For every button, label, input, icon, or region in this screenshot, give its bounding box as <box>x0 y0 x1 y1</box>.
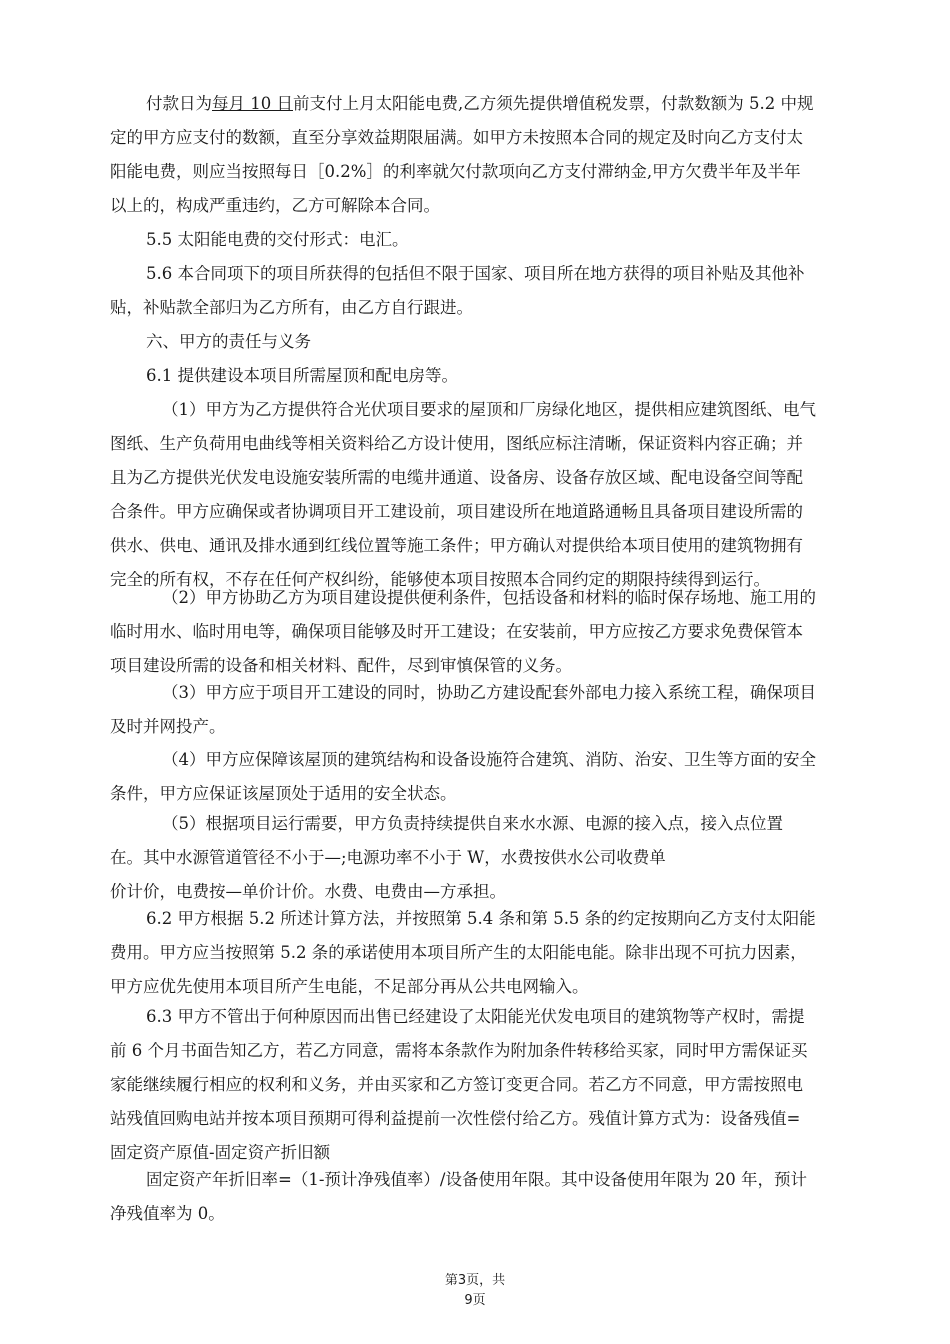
text-line: 项目建设所需的设备和相关材料、配件，尽到审慎保管的义务。 <box>110 656 572 675</box>
text-line: 贴，补贴款全部归为乙方所有，由乙方自行跟进。 <box>110 298 473 317</box>
text-line: 且为乙方提供光伏发电设施安装所需的电缆井通道、设备房、设备存放区域、配电设备空间等配 <box>110 468 803 487</box>
item-5 <box>110 807 845 909</box>
text-line: 阳能电费，则应当按照每日［0.2%］的利率就欠付款项向乙方支付滞纳金,甲方欠费半年及半年 <box>110 162 801 181</box>
text-line: 固定资产原值-固定资产折旧额 <box>110 1143 331 1162</box>
text-line: 定的甲方应支付的数额，直至分享效益期限届满。如甲方未按照本合同的规定及时向乙方支付太 <box>110 128 803 147</box>
text-line: 费用。甲方应当按照第 5.2 条的承诺使用本项目所产生的太阳能电能。除非出现不可抗力因素， <box>110 943 807 962</box>
page-number-line1: 第3页，共 <box>444 1273 506 1288</box>
page-footer <box>0 1271 950 1311</box>
text-line: 在。其中水源管道管径不小于—;电源功率不小于 W，水费按供水公司收费单 <box>110 848 666 867</box>
clause-5-6 <box>110 257 845 325</box>
text-line: 净残值率为 0。 <box>110 1204 225 1223</box>
text-line: （2）甲方协助乙方为项目建设提供便利条件，包括设备和材料的临时保存场地、施工用的 <box>162 588 816 607</box>
text-line: 价计价，电费按—单价计价。水费、电费由—方承担。 <box>110 882 506 901</box>
text-line: 甲方应优先使用本项目所产生电能，不足部分再从公共电网输入。 <box>110 977 589 996</box>
text-line: （5）根据项目运行需要，甲方负责持续提供自来水水源、电源的接入点，接入点位置 <box>162 814 783 833</box>
text-line: 供水、供电、通讯及排水通到红线位置等施工条件；甲方确认对提供给本项目使用的建筑物拥有 <box>110 536 803 555</box>
clause-6-3 <box>110 1000 845 1170</box>
text-line: 付款日为每月 10 日前支付上月太阳能电费,乙方须先提供增值税发票，付款数额为 5.2 中规 <box>146 94 814 113</box>
clause-6-2 <box>110 902 845 1004</box>
section-heading-6 <box>110 325 845 359</box>
underlined-date: 每月 10 日 <box>212 94 293 113</box>
clause-5-5 <box>110 223 845 257</box>
text-line: 合条件。甲方应确保或者协调项目开工建设前，项目建设所在地道路通畅且具备项目建设所需的 <box>110 502 803 521</box>
text-line: 条件，甲方应保证该屋顶处于适用的安全状态。 <box>110 784 457 803</box>
text-line: 家能继续履行相应的权利和义务，并由买家和乙方签订变更合同。若乙方不同意，甲方需按照电 <box>110 1075 803 1094</box>
item-3 <box>110 676 845 744</box>
text-line: 5.6 本合同项下的项目所获得的包括但不限于国家、项目所在地方获得的项目补贴及其他补 <box>146 264 805 283</box>
text-line: 6.2 甲方根据 5.2 所述计算方法，并按照第 5.4 条和第 5.5 条的约定按期向乙方支付太阳能 <box>146 909 816 928</box>
text-line: （1）甲方为乙方提供符合光伏项目要求的屋顶和厂房绿化地区，提供相应建筑图纸、电气 <box>162 400 816 419</box>
text-line: 6.1 提供建设本项目所需屋顶和配电房等。 <box>146 366 458 385</box>
text-line: 前 6 个月书面告知乙方，若乙方同意，需将本条款作为附加条件转移给买家，同时甲方需保证买 <box>110 1041 808 1060</box>
text-line: 图纸、生产负荷用电曲线等相关资料给乙方设计使用，图纸应标注清晰，保证资料内容正确；并 <box>110 434 803 453</box>
text-line: 6.3 甲方不管出于何种原因而出售已经建设了太阳能光伏发电项目的建筑物等产权时，需提 <box>146 1007 805 1026</box>
page-number-line2: 9页 <box>464 1293 486 1308</box>
text-line: 临时用水、临时用电等，确保项目能够及时开工建设；在安装前，甲方应按乙方要求免费保管本 <box>110 622 803 641</box>
text-line: 5.5 太阳能电费的交付形式：电汇。 <box>146 230 409 249</box>
paragraph-payment-terms <box>110 87 845 223</box>
text-line: （3）甲方应于项目开工建设的同时，协助乙方建设配套外部电力接入系统工程，确保项目 <box>162 683 816 702</box>
item-1 <box>110 393 845 597</box>
text-line: 固定资产年折旧率=（1-预计净残值率）/设备使用年限。其中设备使用年限为 20 年，预计 <box>146 1170 807 1189</box>
text-line: 以上的，构成严重违约，乙方可解除本合同。 <box>110 196 440 215</box>
text-line: （4）甲方应保障该屋顶的建筑结构和设备设施符合建筑、消防、治安、卫生等方面的安全 <box>162 750 816 769</box>
clause-6-1 <box>110 359 845 393</box>
depreciation-formula <box>110 1163 845 1231</box>
item-2 <box>110 581 845 683</box>
text-line: 完全的所有权，不存在任何产权纠纷，能够使本项目按照本合同约定的期限持续得到运行。 <box>110 570 770 589</box>
item-4 <box>110 743 845 811</box>
text-line: 站残值回购电站并按本项目预期可得利益提前一次性偿付给乙方。残值计算方式为：设备残值= <box>110 1109 801 1128</box>
section-title: 六、甲方的责任与义务 <box>146 332 311 351</box>
text-line: 及时并网投产。 <box>110 717 226 736</box>
